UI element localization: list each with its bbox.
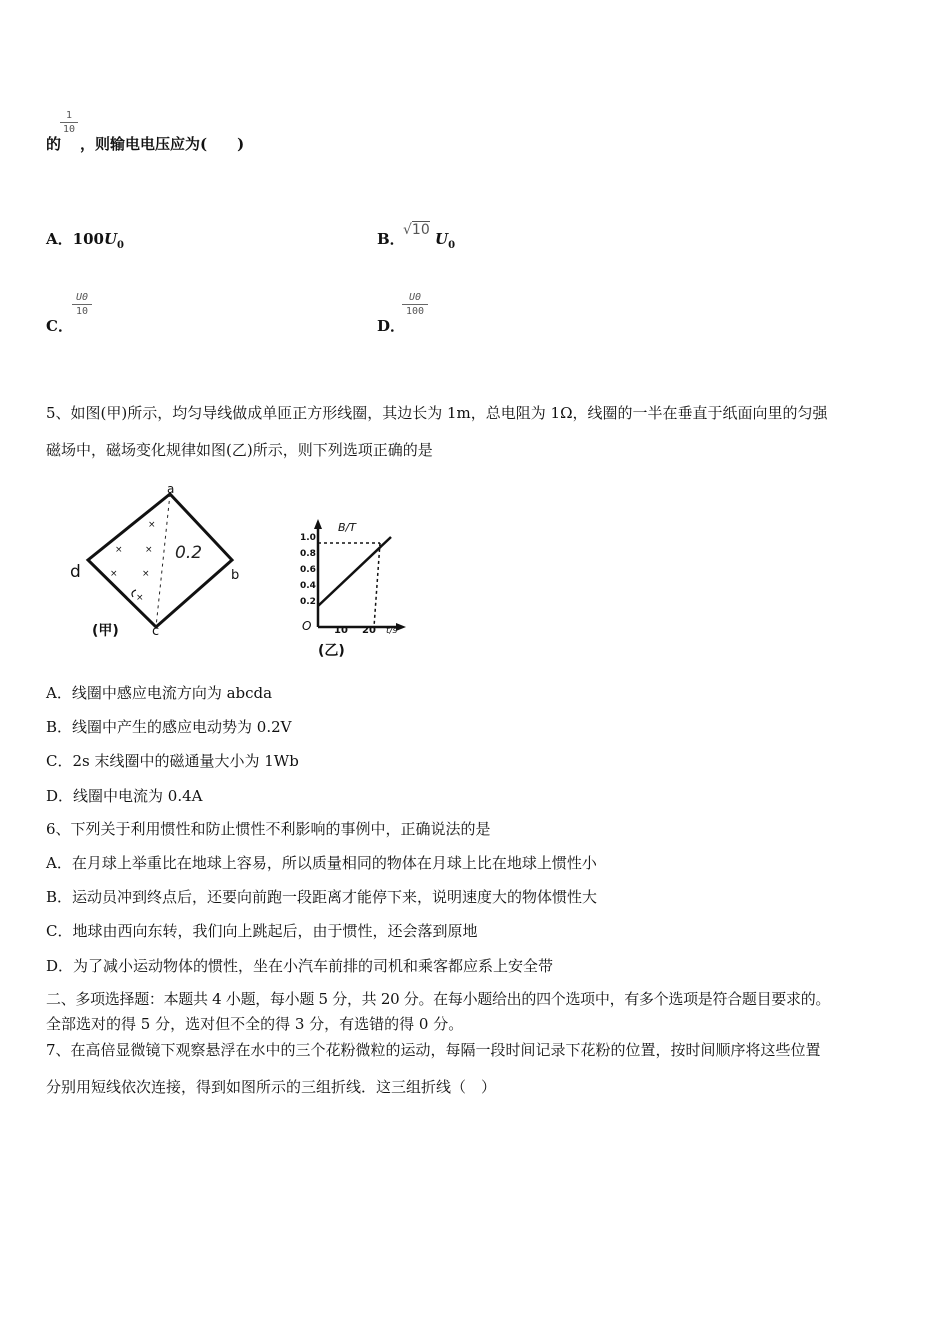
figure-yi-y-tick-5: 0.2 bbox=[300, 597, 316, 607]
figure-yi-y-tick-4: 0.4 bbox=[300, 581, 316, 591]
q4-suffix-text: ，则输电电压应为( ) bbox=[80, 135, 245, 153]
q4-option-a[interactable] bbox=[46, 229, 124, 256]
q4-option-b-sqrt: √10 bbox=[403, 222, 430, 238]
q4-prefix-text: 的 bbox=[46, 135, 62, 153]
figure-yi-y-axis-label: B/T bbox=[338, 521, 356, 534]
fraction-one-tenth bbox=[60, 110, 78, 135]
figure-yi-y-tick-1: 1.0 bbox=[300, 533, 316, 543]
figure-yi-x-tick-2: 20 bbox=[362, 625, 376, 636]
q4-option-d-letter: D． bbox=[377, 317, 406, 335]
q4-option-b-sub: 0 bbox=[448, 240, 456, 251]
figure-yi-x-tick-1: 10 bbox=[334, 625, 348, 636]
svg-text:×: × bbox=[148, 520, 156, 530]
figure-jia-field-label: 0.2 bbox=[175, 543, 203, 563]
svg-text:×: × bbox=[115, 545, 123, 555]
q4-option-d-num: U0 bbox=[408, 292, 422, 303]
svg-text:×: × bbox=[110, 569, 118, 579]
figure-jia-corner-a: a bbox=[167, 482, 175, 496]
q4-option-c[interactable] bbox=[46, 316, 73, 336]
fraction-denominator: 10 bbox=[62, 124, 76, 135]
q6-option-d[interactable]: D．为了减小运动物体的惯性，坐在小汽车前排的司机和乘客都应系上安全带 bbox=[46, 957, 554, 975]
figure-yi-origin: O bbox=[302, 619, 312, 633]
q6-option-a[interactable]: A．在月球上举重比在地球上容易，所以质量相同的物体在月球上比在地球上惯性小 bbox=[46, 854, 597, 872]
q6-option-c[interactable]: C．地球由西向东转，我们向上跳起后，由于惯性，还会落到原地 bbox=[46, 922, 478, 940]
q4-option-c-fraction bbox=[72, 292, 92, 317]
q4-option-a-sub: 0 bbox=[117, 240, 125, 251]
q4-option-a-letter: A． bbox=[46, 230, 73, 248]
figure-jia-corner-d: d bbox=[70, 562, 81, 582]
q4-stem-suffix bbox=[80, 134, 244, 154]
q4-option-d-den: 100 bbox=[405, 306, 425, 317]
figure-jia-corner-b: b bbox=[231, 568, 240, 583]
q4-option-a-value: 100 bbox=[72, 230, 104, 248]
figure-jia-caption: (甲) bbox=[92, 623, 119, 639]
q4-option-b-letter: B． bbox=[377, 230, 405, 248]
q5-option-d[interactable]: D．线圈中电流为 0.4A bbox=[46, 787, 203, 805]
q4-option-d[interactable] bbox=[377, 316, 405, 336]
q5-stem-line1: 5、如图(甲)所示，均匀导线做成单匝正方形线圈，其边长为 1m，总电阻为 1Ω，线圈的一半在垂直于纸面向里的匀强 bbox=[46, 404, 828, 422]
q4-stem-prefix bbox=[46, 134, 61, 154]
svg-text:×: × bbox=[142, 569, 150, 579]
q4-option-b[interactable] bbox=[377, 229, 405, 249]
figure-yi-y-tick-3: 0.6 bbox=[300, 565, 316, 575]
q4-option-c-num: U0 bbox=[75, 292, 89, 303]
q5-option-b[interactable]: B．线圈中产生的感应电动势为 0.2V bbox=[46, 718, 292, 736]
section2-heading-line2: 全部选对的得 5 分，选对但不全的得 3 分，有选错的得 0 分。 bbox=[46, 1015, 464, 1033]
q4-option-a-var: U bbox=[103, 230, 118, 248]
section2-heading-line1: 二、多项选择题：本题共 4 小题，每小题 5 分，共 20 分。在每小题给出的四个选项中，有多个选项是符合题目要求的。 bbox=[46, 990, 831, 1008]
figure-jia-corner-c: c bbox=[152, 624, 160, 639]
fraction-numerator: 1 bbox=[65, 110, 73, 121]
q4-option-c-letter: C． bbox=[46, 317, 73, 335]
figure-yi-caption: (乙) bbox=[318, 643, 345, 659]
q7-stem-line2: 分别用短线依次连接，得到如图所示的三组折线．这三组折线（ ） bbox=[46, 1078, 497, 1096]
q5-option-a[interactable]: A．线圈中感应电流方向为 abcda bbox=[46, 684, 273, 702]
q6-option-b[interactable]: B．运动员冲到终点后，还要向前跑一段距离才能停下来，说明速度大的物体惯性大 bbox=[46, 888, 598, 906]
q7-stem-line1: 7、在高倍显微镜下观察悬浮在水中的三个花粉微粒的运动，每隔一段时间记录下花粉的位置，按时间顺序将这些位置 bbox=[46, 1041, 821, 1059]
svg-text:×: × bbox=[145, 545, 153, 555]
svg-text:×: × bbox=[136, 593, 144, 603]
q4-option-b-var: U bbox=[435, 230, 449, 248]
q5-stem-line2: 磁场中，磁场变化规律如图(乙)所示，则下列选项正确的是 bbox=[46, 441, 433, 459]
figure-yi-y-tick-2: 0.8 bbox=[300, 549, 316, 559]
q4-option-c-den: 10 bbox=[75, 306, 89, 317]
q5-option-c[interactable]: C．2s 末线圈中的磁通量大小为 1Wb bbox=[46, 752, 299, 770]
q4-option-d-fraction bbox=[402, 292, 428, 317]
q4-option-b-unit bbox=[435, 229, 455, 256]
q6-stem: 6、下列关于利用惯性和防止惯性不利影响的事例中，正确说法的是 bbox=[46, 820, 491, 838]
figure-yi-x-axis-label: t/s bbox=[386, 626, 398, 636]
figure-jia-square-coil bbox=[60, 482, 260, 652]
q4-option-b-radicand: 10 bbox=[411, 222, 430, 238]
